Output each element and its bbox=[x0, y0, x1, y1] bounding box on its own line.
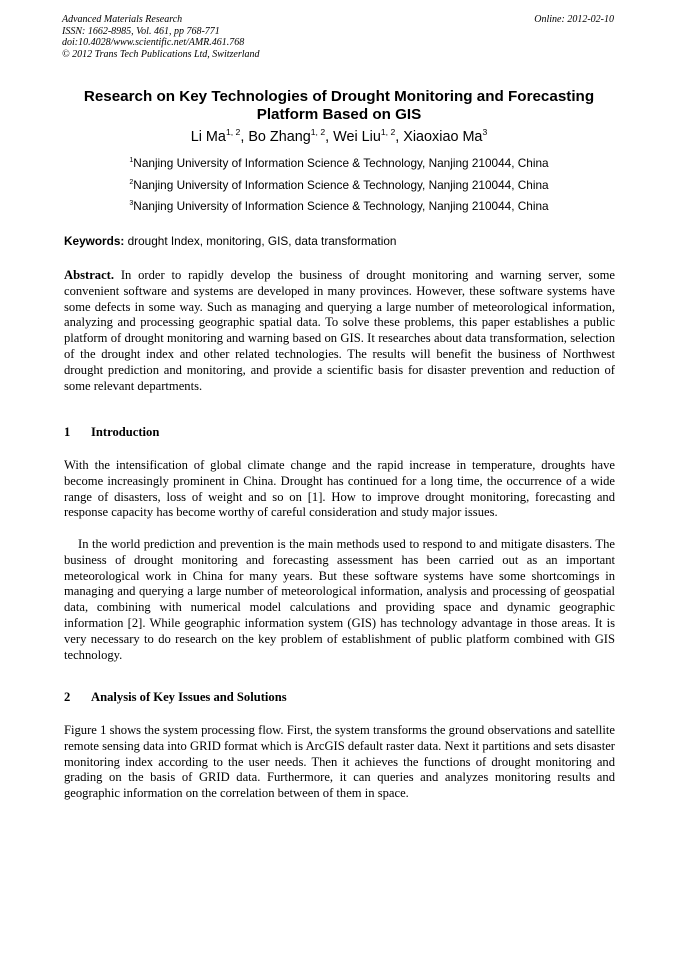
affiliation bbox=[55, 178, 623, 192]
paper-title-line-2: Platform Based on GIS bbox=[256, 106, 422, 123]
section-heading bbox=[64, 690, 287, 705]
author-separator: , bbox=[240, 129, 249, 145]
abstract-label: Abstract. bbox=[64, 268, 115, 282]
section-title: Analysis of Key Issues and Solutions bbox=[91, 690, 287, 704]
affiliation-mark: 3 bbox=[129, 199, 134, 208]
body-paragraph: Figure 1 shows the system processing flow. First, the system transforms the ground observations and satellite remote sensing data into GRID format which is ArcGIS default raster data. Next it partitions and sets disaster monitoring index according to the user needs. Then it achieves the functions of drought monitoring and grading on the basis of GRID data. Furthermore, it can queries and analyzes monitoring results and geographic information on the correlation between of them in space. bbox=[64, 723, 615, 801]
affiliation bbox=[55, 199, 623, 213]
abstract-text: In order to rapidly develop the business of drought monitoring and warning server, some convenient software and systems are developed in many provinces. However, these software systems have some defects in some way. Such as managing and querying a large number of meteorological information, analyzing and processing geographic spatial data. To solve these problems, this paper establishes a public platform of drought monitoring and warning based on GIS. It researches about data transformation, selection of the drought index and other related technologies. The results will benefit the business of Northwest drought prediction and monitoring, and provide a scientific basis for disaster prevention and reduction of some relevant departments. bbox=[64, 268, 615, 393]
section-number: 1 bbox=[64, 425, 71, 439]
author-affiliation-mark: 1, 2 bbox=[225, 127, 241, 138]
journal-issn: ISSN: 1662-8985, Vol. 461, pp 768-771 bbox=[62, 25, 220, 37]
author-name: Wei Liu bbox=[333, 129, 381, 145]
body-paragraph: With the intensification of global climate change and the rapid increase in temperature, droughts have become increasingly prominent in China. Drought has continued for a long time, the occurrence of a wide range of disasters, loss of weight and so on [1]. How to improve drought monitoring, forecasting and response capacity has become worthy of careful consideration and study major issues. bbox=[64, 458, 615, 520]
keywords-label: Keywords: bbox=[64, 234, 125, 248]
author bbox=[403, 129, 487, 145]
author bbox=[333, 129, 403, 145]
affiliation-text: Nanjing University of Information Science & Technology, Nanjing 210044, China bbox=[133, 178, 549, 192]
section-number: 2 bbox=[64, 690, 71, 704]
affiliation-mark: 1 bbox=[129, 156, 134, 165]
author-separator: , bbox=[325, 129, 334, 145]
journal-name: Advanced Materials Research bbox=[62, 14, 183, 25]
author bbox=[248, 129, 333, 145]
author bbox=[191, 129, 249, 145]
body-paragraph: In the world prediction and prevention is the main methods used to respond to and mitigate disasters. The business of drought monitoring and forecasting assessment has been carried out as an important meteorological work in China for many years. But these software systems have some shortcomings in managing and querying a large number of meteorological information, analysis and processing of geospatial data, combining with numerical model calculations and providing space and dynamic geographic information [2]. While geographic information system (GIS) has technology advantage in those areas. It is very necessary to do research on the key problem of establishment of public platform combined with GIS technology. bbox=[64, 537, 615, 662]
affiliation bbox=[55, 156, 623, 170]
paper-title bbox=[55, 88, 623, 124]
section-heading bbox=[64, 425, 159, 440]
author-name: Li Ma bbox=[190, 129, 226, 145]
section-title: Introduction bbox=[91, 425, 160, 439]
keywords bbox=[64, 234, 616, 248]
author-affiliation-mark: 3 bbox=[482, 127, 488, 138]
keywords-text: drought Index, monitoring, GIS, data transformation bbox=[124, 234, 397, 248]
author-affiliation-mark: 1, 2 bbox=[380, 127, 396, 138]
journal-doi: doi:10.4028/www.scientific.net/AMR.461.768 bbox=[62, 37, 245, 49]
journal-copyright: © 2012 Trans Tech Publications Ltd, Switzerland bbox=[62, 48, 260, 60]
abstract bbox=[64, 268, 615, 394]
author-separator: , bbox=[395, 129, 404, 145]
journal-header bbox=[62, 14, 614, 60]
affiliation-text: Nanjing University of Information Science & Technology, Nanjing 210044, China bbox=[133, 156, 549, 170]
author-affiliation-mark: 1, 2 bbox=[310, 127, 326, 138]
author-name: Xiaoxiao Ma bbox=[403, 129, 483, 145]
online-date: Online: 2012-02-10 bbox=[534, 14, 614, 25]
author-list bbox=[55, 128, 623, 146]
affiliation-text: Nanjing University of Information Science & Technology, Nanjing 210044, China bbox=[133, 199, 549, 213]
paper-title-line-1: Research on Key Technologies of Drought Monitoring and Forecasting bbox=[83, 88, 595, 105]
author-name: Bo Zhang bbox=[248, 129, 311, 145]
affiliation-mark: 2 bbox=[129, 178, 134, 187]
